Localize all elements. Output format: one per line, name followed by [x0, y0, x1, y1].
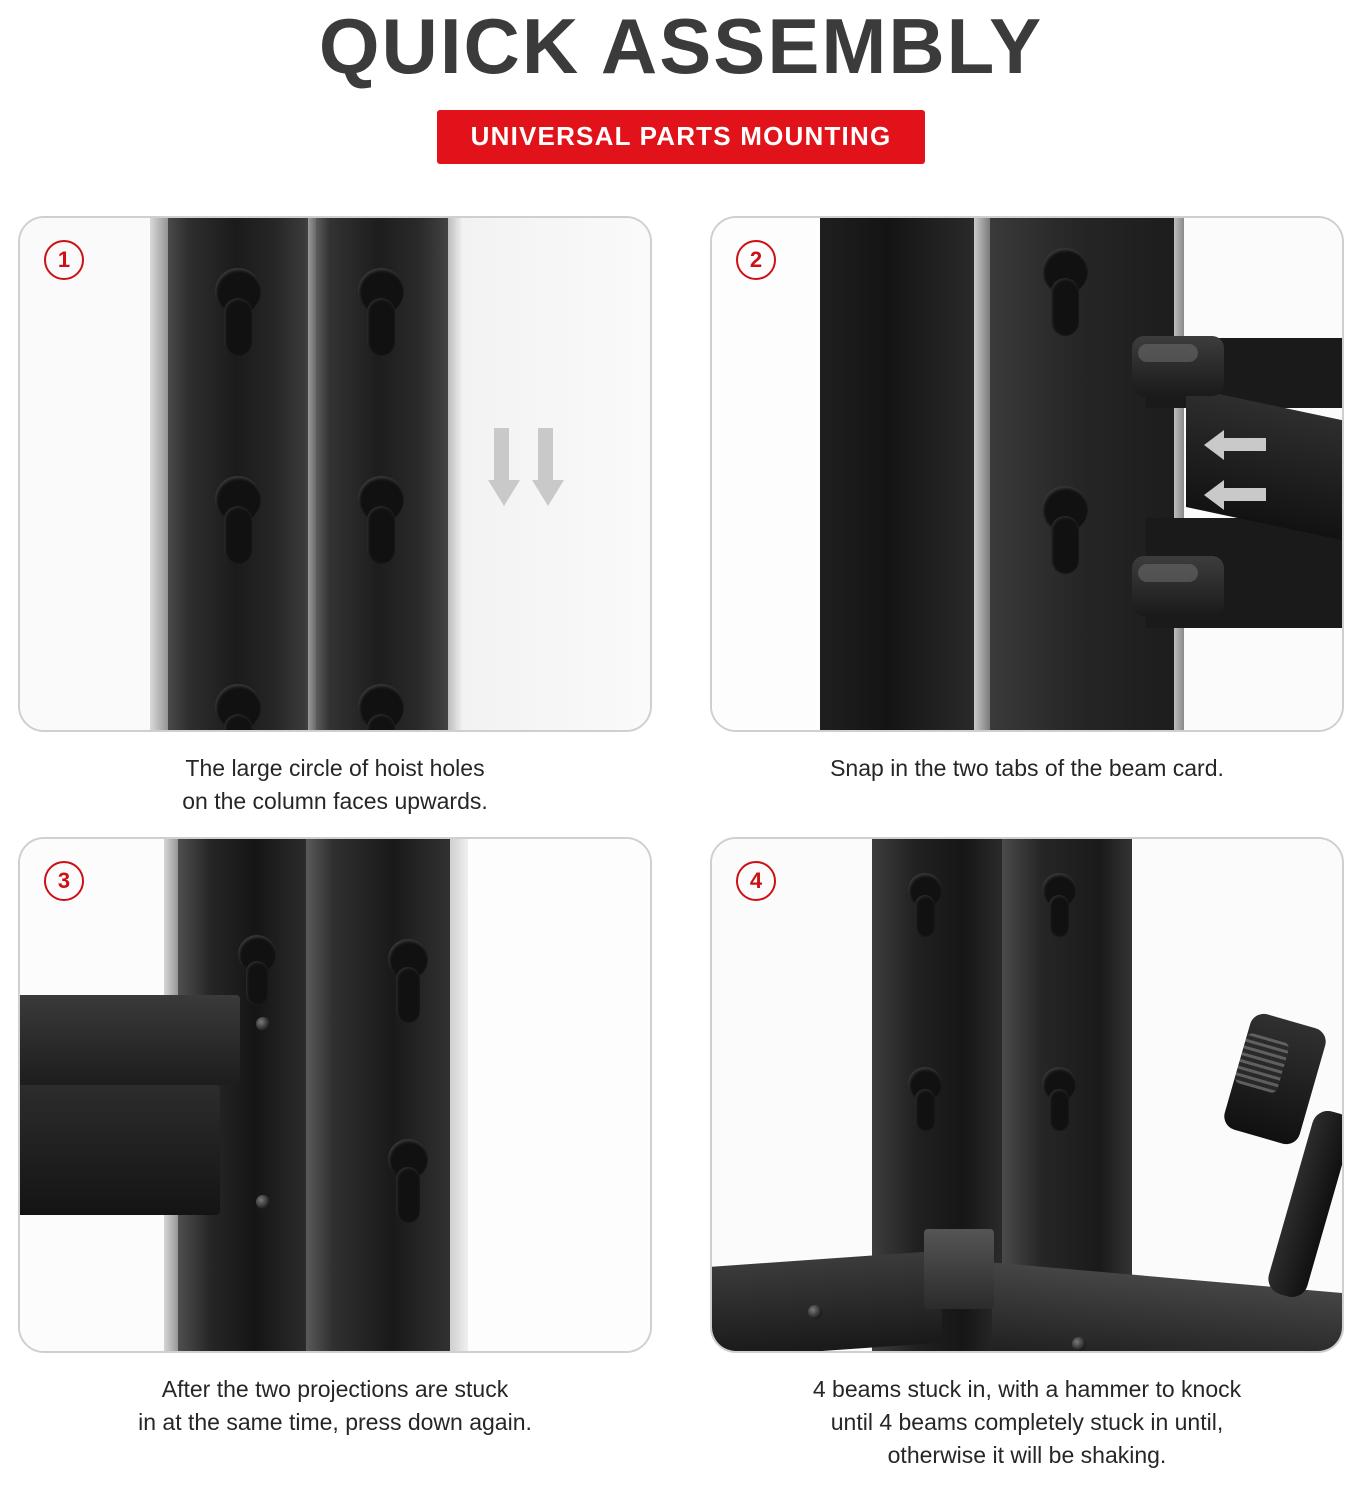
- steps-grid: [0, 216, 1362, 1473]
- step-3-caption: [138, 1373, 532, 1440]
- caption-line: on the column faces upwards.: [182, 788, 488, 815]
- beam-web: [18, 1085, 220, 1215]
- left-arrow-icon: [1204, 430, 1266, 460]
- step-3: [18, 837, 652, 1473]
- page-title: QUICK ASSEMBLY: [318, 2, 1044, 90]
- left-arrow-icon: [1204, 480, 1266, 510]
- beam-bracket: [18, 995, 240, 1085]
- illustration-four-beams-hammer: [712, 839, 1342, 1351]
- caption-line: until 4 beams completely stuck in until,: [830, 1408, 1224, 1435]
- step-4-image: [710, 837, 1344, 1353]
- step-number-badge: 3: [44, 861, 84, 901]
- illustration-projections-pressed: [20, 839, 650, 1351]
- step-number-badge: 2: [736, 240, 776, 280]
- caption-line: Snap in the two tabs of the beam card.: [830, 754, 1224, 781]
- step-number-badge: 4: [736, 861, 776, 901]
- caption-line: in at the same time, press down again.: [138, 1408, 532, 1435]
- subtitle-banner: UNIVERSAL PARTS MOUNTING: [437, 110, 926, 164]
- corner-bracket: [924, 1229, 994, 1309]
- header: [0, 0, 1362, 164]
- down-arrow-icon: [532, 428, 558, 506]
- step-4-caption: [813, 1373, 1241, 1473]
- caption-line: After the two projections are stuck: [161, 1375, 509, 1402]
- screw-head: [1072, 1337, 1086, 1351]
- projection-marker: [256, 1017, 270, 1031]
- down-arrow-icon: [488, 428, 514, 506]
- beam-tab: [1132, 336, 1224, 396]
- caption-line: 4 beams stuck in, with a hammer to knock: [812, 1375, 1242, 1402]
- subtitle-banner-wrap: [0, 110, 1362, 164]
- caption-line: The large circle of hoist holes: [185, 754, 485, 781]
- illustration-columns-keyholes: [20, 218, 650, 730]
- step-number-badge: 1: [44, 240, 84, 280]
- step-3-image: [18, 837, 652, 1353]
- step-1-image: [18, 216, 652, 732]
- screw-head: [808, 1305, 822, 1319]
- illustration-beam-tabs: [712, 218, 1342, 730]
- step-1-caption: [182, 752, 488, 819]
- step-2-caption: [830, 752, 1224, 785]
- step-2: [710, 216, 1344, 819]
- caption-line: otherwise it will be shaking.: [887, 1442, 1167, 1469]
- step-2-image: [710, 216, 1344, 732]
- projection-marker: [256, 1195, 270, 1209]
- step-1: [18, 216, 652, 819]
- beam-left: [710, 1250, 942, 1352]
- step-4: [710, 837, 1344, 1473]
- beam-tab: [1132, 556, 1224, 616]
